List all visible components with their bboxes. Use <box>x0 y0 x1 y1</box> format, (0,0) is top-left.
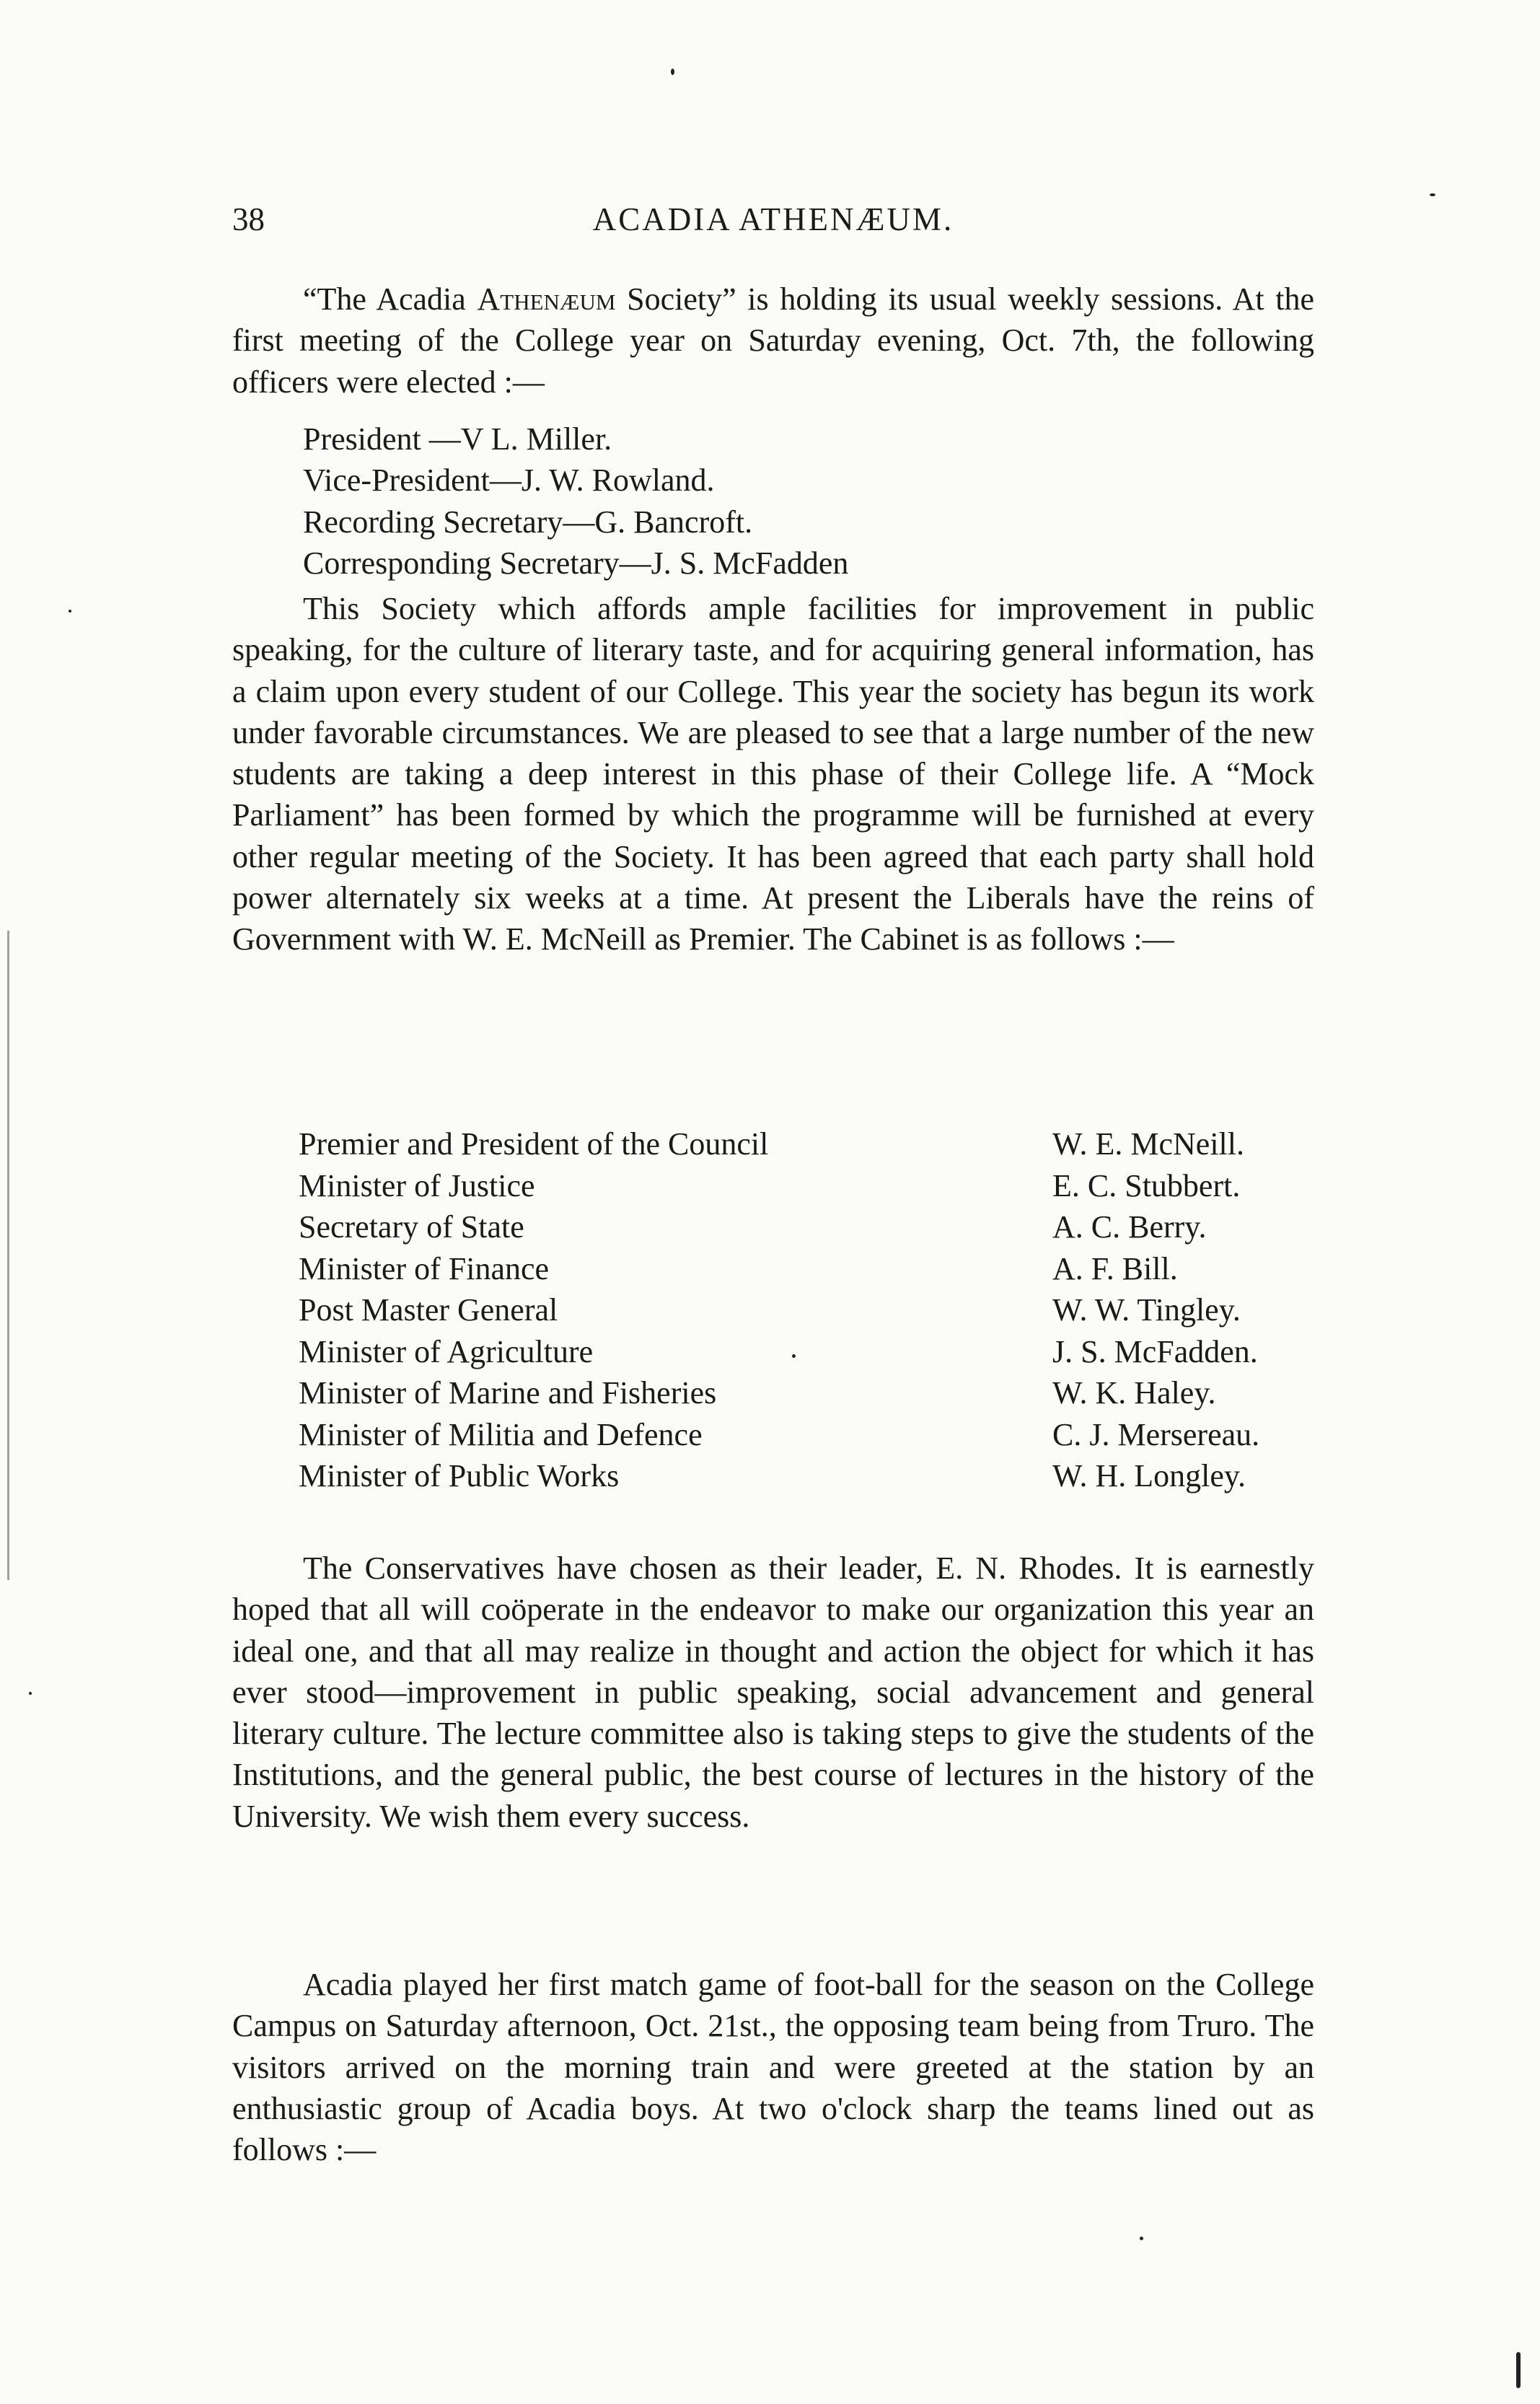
cabinet-holder: A. F. Bill. <box>1052 1250 1178 1286</box>
cabinet-row <box>299 1333 1317 1375</box>
society-name: Athenæum <box>477 281 616 317</box>
cabinet-row <box>299 1416 1317 1458</box>
cabinet-holder: W. H. Longley. <box>1052 1458 1246 1493</box>
cabinet-holder: A. C. Berry. <box>1052 1209 1207 1245</box>
scan-margin-line <box>7 931 9 1580</box>
officer-line: Recording Secretary—G. Bancroft. <box>303 504 753 540</box>
cabinet-holder: W. W. Tingley. <box>1052 1292 1241 1328</box>
cabinet-holder: J. S. McFadden. <box>1052 1333 1258 1369</box>
cabinet-office: Premier and President of the Council <box>299 1126 769 1162</box>
officer-line: Vice-President—J. W. Rowland. <box>303 462 715 499</box>
cabinet-holder: W. K. Haley. <box>1052 1375 1216 1411</box>
scan-speck <box>671 69 674 75</box>
cabinet-office: Minister of Marine and Fisheries <box>299 1375 717 1411</box>
athenaeum-intro-text: “The Acadia <box>303 281 478 317</box>
cabinet-office: Post Master General <box>299 1292 558 1328</box>
cabinet-office: Minister of Public Works <box>299 1458 620 1493</box>
athenaeum-paragraph <box>232 278 1314 403</box>
scan-speck <box>1430 193 1435 196</box>
society-paragraph-text: This Society which affords ample facilities for improvement in public speaking, for the culture of literary taste, and for acquiring general information, has a claim upon every student of our College. This year the society has begun its work under favorable circumstances. We are pleased to see that a large number of the new students are taking a deep interest in this phase of their College life. A “Mock Parliament” has been formed by which the programme will be furnished at every other regular meeting of the Society. It has been agreed that each party shall hold power alternately six weeks at a time. At present the Liberals have the reins of Government with W. E. McNeill as Premier. The Cabinet is as follows :— <box>232 591 1314 957</box>
cabinet-office: Minister of Justice <box>299 1167 535 1203</box>
scan-speck <box>1140 2237 1143 2240</box>
cabinet-table <box>299 1126 1317 1499</box>
cabinet-holder: C. J. Mersereau. <box>1052 1416 1260 1452</box>
football-paragraph-text: Acadia played her first match game of foot-ball for the season on the College Campus on Saturday afternoon, Oct. 21st., the opposing team being from Truro. The visitors arrived on the morning train and were greeted at the station by an enthusiastic group of Acadia boys. At two o'clock sharp the teams lined out as follows :— <box>232 1967 1314 2168</box>
scan-speck <box>792 1354 796 1358</box>
cabinet-holder: E. C. Stubbert. <box>1052 1167 1241 1203</box>
cabinet-holder: W. E. McNeill. <box>1052 1126 1244 1162</box>
scan-speck <box>69 610 71 613</box>
officers-list <box>303 418 848 584</box>
officer-line: President —V L. Miller. <box>303 421 612 457</box>
cabinet-row <box>299 1167 1317 1209</box>
conservatives-paragraph-text: The Conservatives have chosen as their leader, E. N. Rhodes. It is earnestly hoped that all will coöperate in the endeavor to make our organization this year an ideal one, and that all may realize in thought and action the object for which it has ever stood—improvement in public speaking, social advancement and general literary culture. The lecture committee also is taking steps to give the students of the Institutions, and the general public, the best course of lectures in the history of the University. We wish them every success. <box>232 1550 1314 1834</box>
athenaeum-rest-text: Society” is holding its usual weekly sessions. At the first meeting of the College year on Saturday evening, Oct. 7th, the following officers were elected :— <box>232 281 1314 400</box>
cabinet-row <box>299 1208 1317 1250</box>
cabinet-office: Secretary of State <box>299 1209 524 1245</box>
cabinet-office: Minister of Agriculture <box>299 1333 594 1369</box>
cabinet-row <box>299 1126 1317 1167</box>
society-paragraph <box>232 588 1314 960</box>
cabinet-row <box>299 1457 1317 1499</box>
cabinet-office: Minister of Finance <box>299 1250 550 1286</box>
page-number: 38 <box>232 201 265 237</box>
cabinet-office: Minister of Militia and Defence <box>299 1416 703 1452</box>
cabinet-row <box>299 1374 1317 1416</box>
scan-speck <box>1516 2352 1521 2388</box>
cabinet-row <box>299 1250 1317 1292</box>
scan-speck <box>29 1692 32 1695</box>
football-paragraph <box>232 1964 1314 2170</box>
conservatives-paragraph <box>232 1548 1314 1837</box>
cabinet-row <box>299 1291 1317 1333</box>
page-header <box>232 201 1314 244</box>
officer-line: Corresponding Secretary—J. S. McFadden <box>303 545 849 581</box>
journal-title: ACADIA ATHENÆUM. <box>592 201 954 237</box>
